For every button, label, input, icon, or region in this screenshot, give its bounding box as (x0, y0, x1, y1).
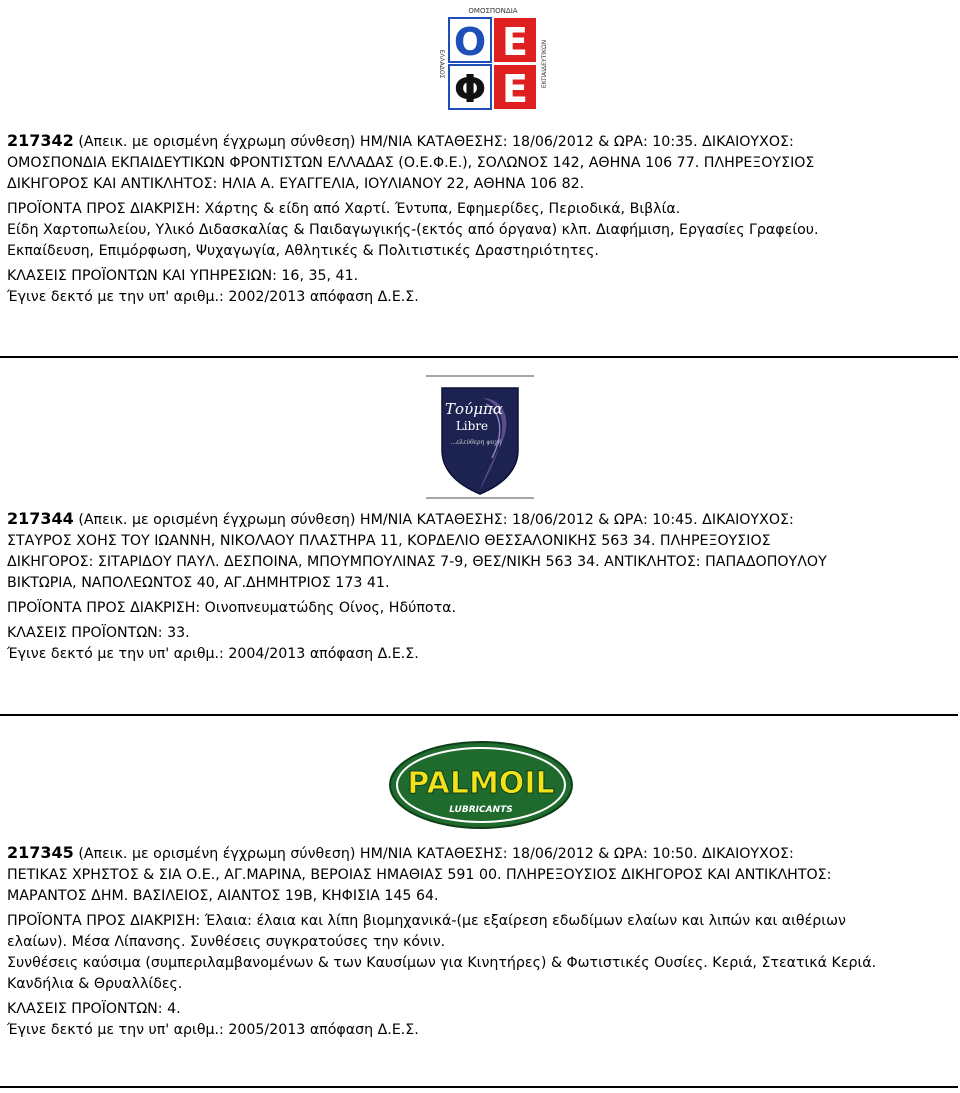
entry-line (7, 842, 957, 865)
entry-line: ΔΙΚΗΓΟΡΟΣ: ΣΙΤΑΡΙΔΟΥ ΠΑΥΛ. ΔΕΣΠΟΙΝΑ, ΜΠΟΥΜΠΟΥΛΙΝΑΣ 7-9, ΘΕΣ/ΝΙΚΗ 563 34. ΑΝΤΙΚΛΗΤΟΣ: ΠΑΠΑΔΟΠΟΥΛΟΥ (7, 554, 827, 570)
oefe-logo (432, 2, 554, 122)
decision-line: Έγινε δεκτό με την υπ' αριθμ.: 2002/2013 απόφαση Δ.Ε.Σ. (7, 289, 419, 305)
logo-letter-3: Φ (453, 67, 487, 111)
filing-details: (Απεικ. με ορισμένη έγχρωμη σύνθεση) ΗΜ/ΝΙΑ ΚΑΤΑΘΕΣΗΣ: 18/06/2012 & ΩΡΑ: 10:45. ΔΙΚΑΙΟΥΧΟΣ: (78, 512, 794, 528)
divider (0, 714, 958, 716)
logo-letter-2: Ε (502, 20, 528, 64)
trademark-entry (7, 130, 957, 308)
entry-line: ΣΤΑΥΡΟΣ ΧΟΗΣ ΤΟΥ ΙΩΑΝΝΗ, ΝΙΚΟΛΑΟΥ ΠΛΑΣΤΗΡΑ 11, ΚΟΡΔΕΛΙΟ ΘΕΣΣΑΛΟΝΙΚΗΣ 563 34. ΠΛΗΡΕΞΟΥΣΙΟΣ (7, 533, 771, 549)
toumpa-libre-logo (424, 374, 536, 500)
palmoil-logo (388, 740, 574, 830)
products-line: ΠΡΟΪΟΝΤΑ ΠΡΟΣ ΔΙΑΚΡΙΣΗ: Χάρτης & είδη από Χαρτί. Έντυπα, Εφημερίδες, Περιοδικά, Βιβλία. (7, 201, 681, 217)
decision-line: Έγινε δεκτό με την υπ' αριθμ.: 2004/2013 απόφαση Δ.Ε.Σ. (7, 646, 419, 662)
products-line: Συνθέσεις καύσιμα (συμπεριλαμβανομένων & των Καυσίμων για Κινητήρες) & Φωτιστικές Ουσίες. Κεριά, Στεατικά Κεριά. (7, 955, 877, 971)
logo-letter-4: Ε (502, 67, 528, 111)
entry-line (7, 130, 957, 153)
toumpa-libre-logo-graphic (424, 374, 536, 500)
classes-line: ΚΛΑΣΕΙΣ ΠΡΟΪΟΝΤΩΝ: 4. (7, 1001, 181, 1017)
application-number: 217345 (7, 843, 74, 862)
divider (0, 1086, 958, 1088)
logo-sub: LUBRICANTS (449, 805, 513, 815)
palmoil-logo-graphic (388, 740, 574, 830)
products-line: ΠΡΟΪΟΝΤΑ ΠΡΟΣ ΔΙΑΚΡΙΣΗ: Έλαια: έλαια και λίπη βιομηχανικά-(με εξαίρεση εδωδίμων ελαίων και λιπών και αιθέριων (7, 913, 846, 929)
trademark-entry (7, 842, 957, 1041)
classes-line: ΚΛΑΣΕΙΣ ΠΡΟΪΟΝΤΩΝ: 33. (7, 625, 190, 641)
application-number: 217344 (7, 509, 74, 528)
entry-line (7, 508, 957, 531)
products-line: ΠΡΟΪΟΝΤΑ ΠΡΟΣ ΔΙΑΚΡΙΣΗ: Οινοπνευματώδης Οίνος, Ηδύποτα. (7, 600, 456, 616)
products-line: ελαίων). Μέσα Λίπανσης. Συνθέσεις συγκρατούσες την κόνιν. (7, 934, 446, 950)
products-line: Εκπαίδευση, Επιμόρφωση, Ψυχαγωγία, Αθλητικές & Πολιτιστικές Δραστηριότητες. (7, 243, 599, 259)
entry-line: ΟΜΟΣΠΟΝΔΙΑ ΕΚΠΑΙΔΕΥΤΙΚΩΝ ΦΡΟΝΤΙΣΤΩΝ ΕΛΛΑΔΑΣ (Ο.Ε.Φ.Ε.), ΣΟΛΩΝΟΣ 142, ΑΘΗΝΑ 106 77. ΠΛΗΡΕΞΟΥΣΙΟΣ (7, 155, 815, 171)
logo-tagline: ...ελεύθερη ψυχή (450, 439, 502, 446)
filing-details: (Απεικ. με ορισμένη έγχρωμη σύνθεση) ΗΜ/ΝΙΑ ΚΑΤΑΘΕΣΗΣ: 18/06/2012 & ΩΡΑ: 10:35. ΔΙΚΑΙΟΥΧΟΣ: (78, 134, 794, 150)
logo-line1: Τούμπα (445, 400, 503, 418)
divider (0, 356, 958, 358)
logo-brand: PALMOIL (407, 766, 555, 801)
entry-line: ΔΙΚΗΓΟΡΟΣ ΚΑΙ ΑΝΤΙΚΛΗΤΟΣ: ΗΛΙΑ Α. ΕΥΑΓΓΕΛΙΑ, ΙΟΥΛΙΑΝΟΥ 22, ΑΘΗΝΑ 106 82. (7, 176, 585, 192)
oefe-logo-graphic (432, 2, 554, 122)
entry-line: ΒΙΚΤΩΡΙΑ, ΝΑΠΟΛΕΩΝΤΟΣ 40, ΑΓ.ΔΗΜΗΤΡΙΟΣ 173 41. (7, 575, 390, 591)
entry-line: ΜΑΡΑΝΤΟΣ ΔΗΜ. ΒΑΣΙΛΕΙΟΣ, ΑΙΑΝΤΟΣ 19Β, ΚΗΦΙΣΙΑ 145 64. (7, 888, 439, 904)
decision-line: Έγινε δεκτό με την υπ' αριθμ.: 2005/2013 απόφαση Δ.Ε.Σ. (7, 1022, 419, 1038)
products-line: Είδη Χαρτοπωλείου, Υλικό Διδασκαλίας & Παιδαγωγικής-(εκτός από όργανα) κλπ. Διαφήμιση, Εργασίες Γραφείου. (7, 222, 819, 238)
logo-right-text: ΕΚΠΑΙΔΕΥΤΙΚΩΝ (541, 39, 548, 89)
entry-line: ΠΕΤΙΚΑΣ ΧΡΗΣΤΟΣ & ΣΙΑ Ο.Ε., ΑΓ.ΜΑΡΙΝΑ, ΒΕΡΟΙΑΣ ΗΜΑΘΙΑΣ 591 00. ΠΛΗΡΕΞΟΥΣΙΟΣ ΔΙΚΗΓΟΡΟΣ ΚΑΙ ΑΝΤΙΚΛΗΤΟΣ: (7, 867, 832, 883)
application-number: 217342 (7, 131, 74, 150)
logo-line2: Libre (455, 419, 489, 433)
logo-letter-1: Ο (453, 20, 487, 64)
classes-line: ΚΛΑΣΕΙΣ ΠΡΟΪΟΝΤΩΝ ΚΑΙ ΥΠΗΡΕΣΙΩΝ: 16, 35, 41. (7, 268, 359, 284)
logo-top-text: ΟΜΟΣΠΟΝΔΙΑ (468, 7, 518, 15)
trademark-entry (7, 508, 957, 665)
products-line: Κανδήλια & Θρυαλλίδες. (7, 976, 183, 992)
logo-left-text: ΕΛΛΑΔΟΣ (438, 49, 445, 79)
filing-details: (Απεικ. με ορισμένη έγχρωμη σύνθεση) ΗΜ/ΝΙΑ ΚΑΤΑΘΕΣΗΣ: 18/06/2012 & ΩΡΑ: 10:50. ΔΙΚΑΙΟΥΧΟΣ: (78, 846, 794, 862)
